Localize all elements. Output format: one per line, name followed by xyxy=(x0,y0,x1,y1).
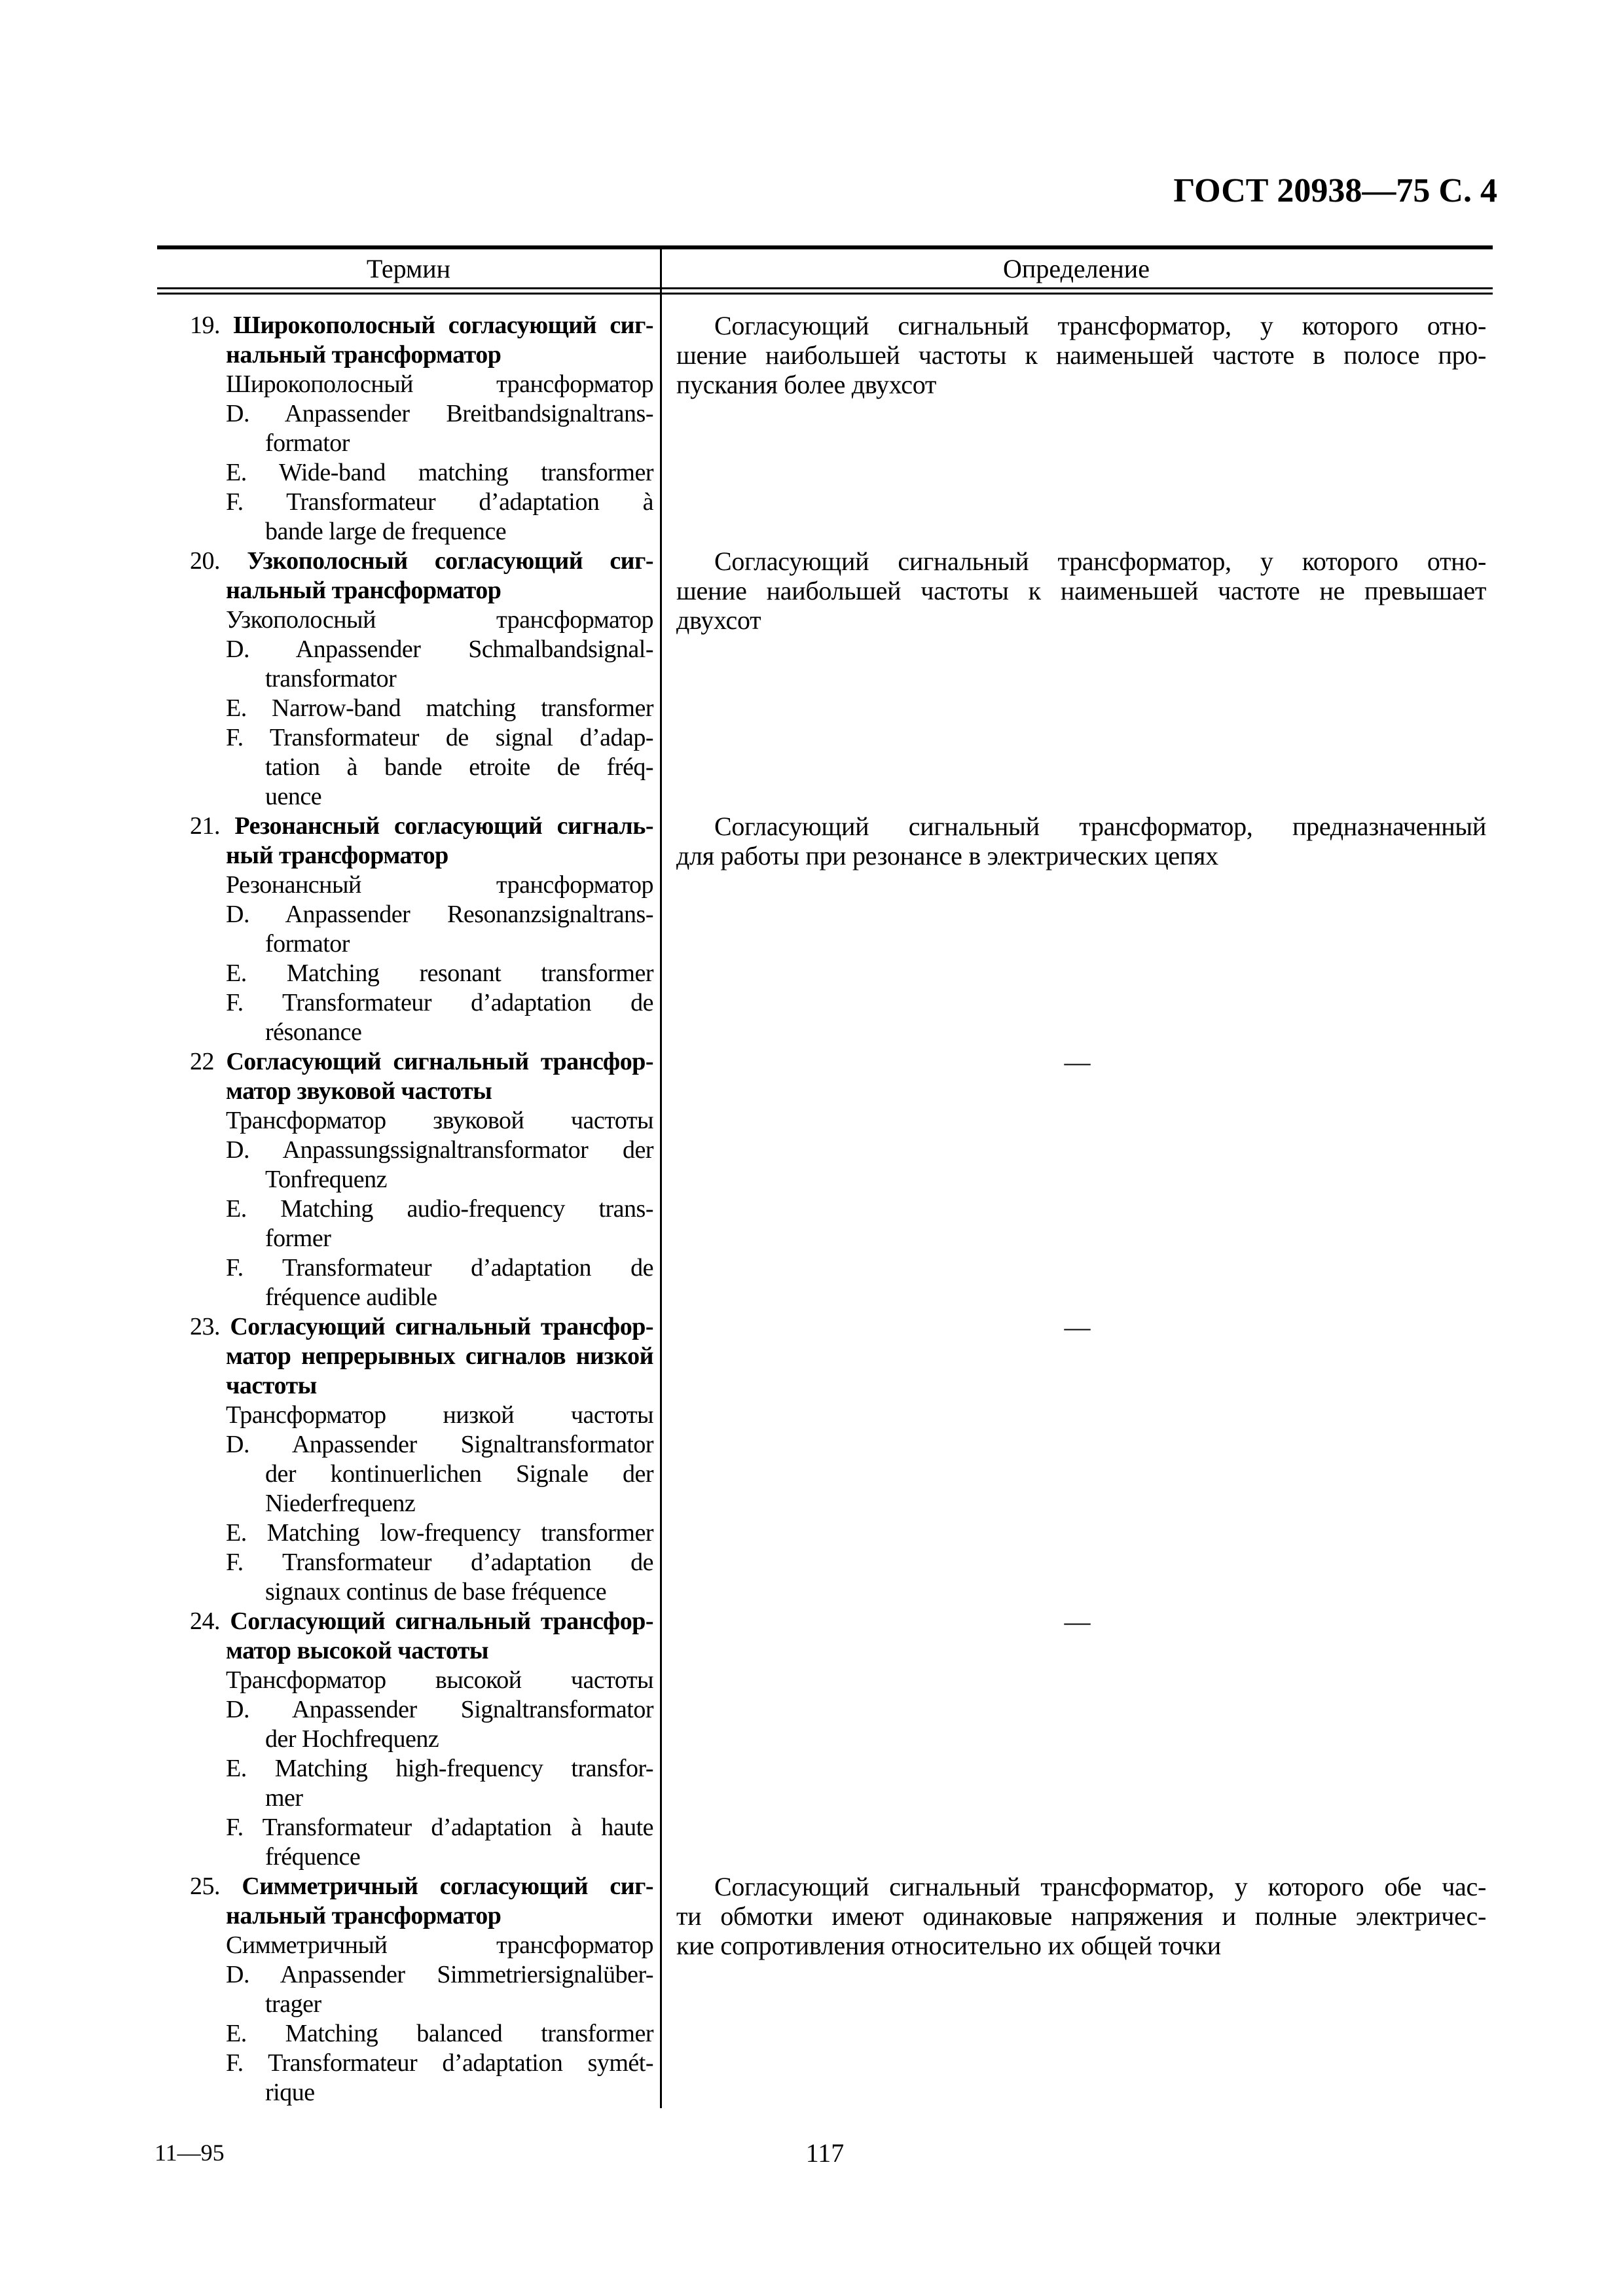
term-line: formator xyxy=(265,930,350,958)
definition-line: кие сопротивления относительно их общей точки xyxy=(676,1931,1221,1960)
term-line: D. Anpassender Signaltransformator xyxy=(226,1696,653,1723)
term-column xyxy=(157,311,660,2108)
term-number: 22 xyxy=(190,1048,227,1075)
term-line: F. Transformateur d’adaptation symét- xyxy=(226,2049,653,2077)
term-line: частоты xyxy=(226,1372,317,1399)
term-line: Резонансный трансформатор xyxy=(226,871,653,899)
term-line: transformator xyxy=(265,665,397,692)
definition xyxy=(662,1872,1493,1960)
term-line: der kontinuerlichen Signale der xyxy=(265,1460,653,1488)
term-line: E. Matching balanced transformer xyxy=(226,2020,653,2047)
term-line: résonance xyxy=(265,1018,362,1046)
term-line: F. Transformateur d’adaptation de xyxy=(226,989,653,1016)
term-text: Согласующий сигнальный трансфор- xyxy=(226,1048,653,1075)
term-line xyxy=(157,311,660,340)
term-text: Узкополосный согласующий сиг- xyxy=(247,547,653,575)
terms-table xyxy=(157,245,1493,2108)
term-line: D. Anpassender Schmalbandsignal- xyxy=(226,636,653,663)
term-line: D. Anpassender Signaltransformator xyxy=(226,1431,653,1458)
term-line: bande large de frequence xyxy=(265,518,507,545)
term-line: E. Wide-band matching transformer xyxy=(226,459,653,486)
term-line: E. Matching high-frequency transfor- xyxy=(226,1755,653,1782)
term-line: D. Anpassungssignaltransformator der xyxy=(226,1136,653,1164)
col-header-term: Термин xyxy=(366,253,451,283)
term-line: formator xyxy=(265,429,350,457)
term-line: signaux continus de base fréquence xyxy=(265,1578,607,1605)
doc-title: ГОСТ 20938—75 С. 4 xyxy=(1173,172,1497,209)
header-double-rule xyxy=(157,287,1493,295)
term-text: Согласующий сигнальный трансфор- xyxy=(230,1313,653,1340)
definition-line: Согласующий сигнальный трансформатор, у которого отно- xyxy=(714,311,1486,340)
term-number: 21. xyxy=(190,812,235,840)
definition-dash: — xyxy=(1064,1312,1091,1342)
term-line: Узкополосный трансформатор xyxy=(226,606,653,634)
term-line: F. Transformateur d’adaptation à haute xyxy=(226,1814,653,1841)
definition-line: Согласующий сигнальный трансформатор, предназначенный xyxy=(714,812,1486,841)
term-line: E. Matching low-frequency transformer xyxy=(226,1519,653,1547)
definition-line: шение наибольшей частоты к наименьшей частоте не превышает xyxy=(676,576,1486,605)
definition xyxy=(662,547,1493,635)
term-line: матор непрерывных сигналов низкой xyxy=(226,1342,653,1370)
term-line: Симметричный трансформатор xyxy=(226,1931,653,1959)
term-line: E. Matching resonant transformer xyxy=(226,960,653,987)
term-line xyxy=(157,547,660,576)
term-line: Трансформатор звуковой частоты xyxy=(226,1107,653,1134)
term-text: Резонансный согласующий сигналь- xyxy=(234,812,653,840)
term-line xyxy=(157,1047,660,1077)
term-line: D. Anpassender Resonanzsignaltrans- xyxy=(226,901,653,928)
term-line xyxy=(157,1607,660,1636)
term-line: матор высокой частоты xyxy=(226,1637,489,1664)
term-line: Tonfrequenz xyxy=(265,1166,387,1193)
table-header-row xyxy=(157,245,1493,287)
term-line xyxy=(157,812,660,841)
term-line: fréquence xyxy=(265,1843,361,1871)
definition-line: пускания более двухсот xyxy=(676,370,937,399)
term-number: 24. xyxy=(190,1607,230,1635)
term-line: D. Anpassender Breitbandsignaltrans- xyxy=(226,400,653,427)
term-line: Трансформатор высокой частоты xyxy=(226,1666,653,1694)
term-number: 19. xyxy=(190,312,234,339)
page-number: 117 xyxy=(805,2138,845,2168)
definition-line: Согласующий сигнальный трансформатор, у которого обе час- xyxy=(714,1872,1486,1901)
term-line: uence xyxy=(265,783,322,810)
term-line: нальный трансформатор xyxy=(226,341,501,368)
term-line: F. Transformateur d’adaptation de xyxy=(226,1549,653,1576)
definition-line: двухсот xyxy=(676,605,761,635)
term-line: former xyxy=(265,1225,331,1252)
term-text: Согласующий сигнальный трансфор- xyxy=(230,1607,653,1635)
term-line: trager xyxy=(265,1990,321,2018)
term-line: fréquence audible xyxy=(265,1283,437,1311)
term-line: E. Narrow-band matching transformer xyxy=(226,694,653,722)
term-line: нальный трансформатор xyxy=(226,1902,501,1929)
term-line: матор звуковой частоты xyxy=(226,1077,492,1105)
term-line: Niederfrequenz xyxy=(265,1490,416,1517)
term-line: E. Matching audio-frequency trans- xyxy=(226,1195,653,1223)
term-line: Трансформатор низкой частоты xyxy=(226,1401,653,1429)
definition xyxy=(662,311,1493,399)
term-number: 20. xyxy=(190,547,247,575)
term-line: der Hochfrequenz xyxy=(265,1725,439,1753)
term-text: Широкополосный согласующий сиг- xyxy=(233,312,653,339)
term-line: F. Transformateur d’adaptation de xyxy=(226,1254,653,1282)
term-line: mer xyxy=(265,1784,303,1812)
term-line: tation à bande etroite de fréq- xyxy=(265,753,653,781)
term-line: F. Transformateur de signal d’adap- xyxy=(226,724,653,751)
term-line: F. Transformateur d’adaptation à xyxy=(226,488,653,516)
term-line: rique xyxy=(265,2079,315,2106)
term-line xyxy=(157,1872,660,1901)
table-body xyxy=(157,295,1493,2108)
definition-line: для работы при резонансе в электрических цепях xyxy=(676,841,1218,870)
term-number: 23. xyxy=(190,1313,230,1340)
column-separator xyxy=(660,247,662,2108)
term-line: нальный трансформатор xyxy=(226,577,501,604)
definition-line: ти обмотки имеют одинаковые напряжения и полные электричес- xyxy=(676,1901,1486,1931)
term-number: 25. xyxy=(190,1873,242,1900)
term-line: Широкополосный трансформатор xyxy=(226,370,653,398)
definition-line: шение наибольшей частоты к наименьшей частоте в полосе про- xyxy=(676,340,1486,370)
definition xyxy=(662,812,1493,870)
term-line: ный трансформатор xyxy=(226,842,448,869)
term-text: Симметричный согласующий сиг- xyxy=(242,1873,653,1900)
definition-dash: — xyxy=(1064,1607,1091,1636)
footer-edition-code: 11—95 xyxy=(155,2140,225,2166)
col-header-definition: Определение xyxy=(1003,253,1150,283)
definition-line: Согласующий сигнальный трансформатор, у которого отно- xyxy=(714,547,1486,576)
term-line xyxy=(157,1312,660,1342)
definition-column xyxy=(662,311,1493,2108)
term-line: D. Anpassender Simmetriersignalüber- xyxy=(226,1961,653,1988)
definition-dash: — xyxy=(1064,1047,1091,1077)
